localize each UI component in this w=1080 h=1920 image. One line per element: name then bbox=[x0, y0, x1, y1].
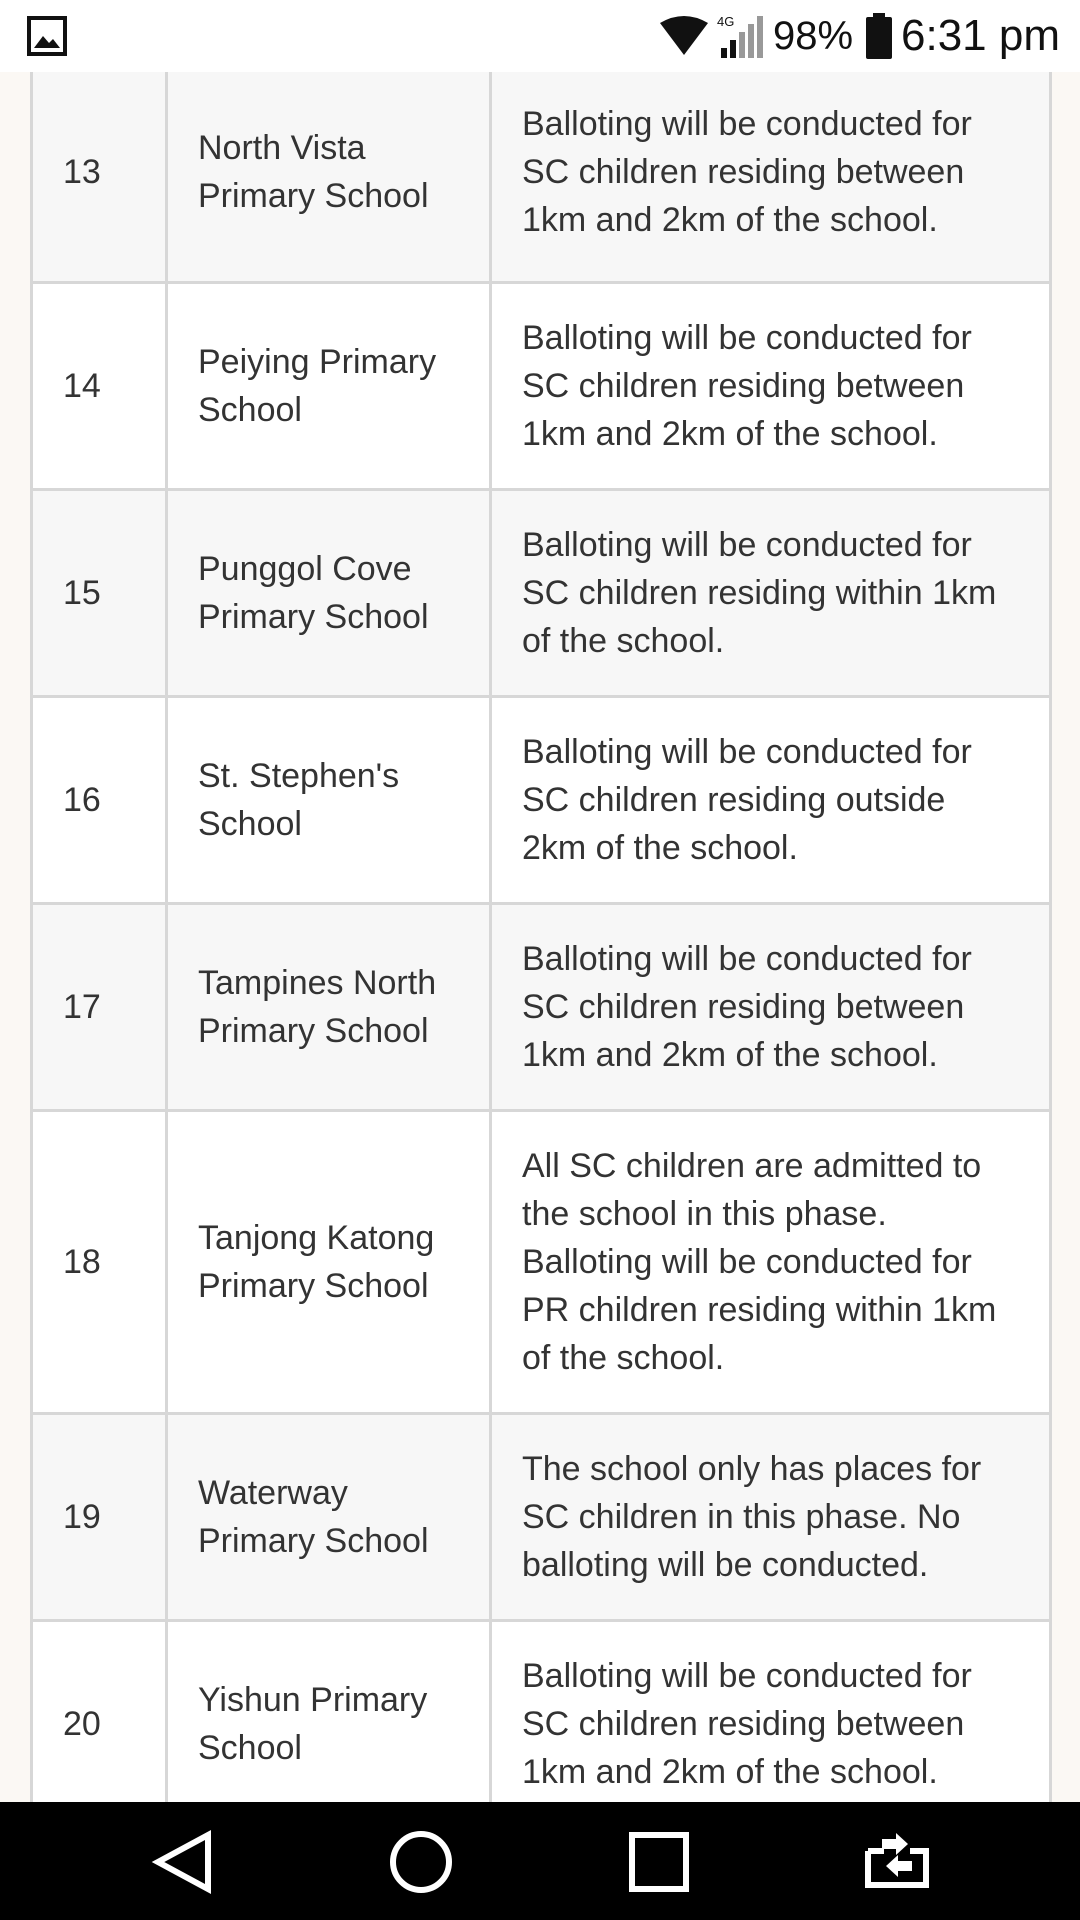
row-number: 19 bbox=[32, 1414, 167, 1621]
battery-percent: 98% bbox=[772, 13, 854, 58]
ballot-description: Balloting will be conducted for SC children residing between 1km and 2km of the school. bbox=[491, 283, 1051, 490]
school-name: Tanjong Katong Primary School bbox=[167, 1111, 491, 1414]
ballot-description: The school only has places for SC children in this phase. No balloting will be conducted. bbox=[491, 1414, 1051, 1621]
ballot-description: Balloting will be conducted for SC children residing between 1km and 2km of the school. bbox=[491, 904, 1051, 1111]
row-number: 17 bbox=[32, 904, 167, 1111]
home-circle-icon[interactable] bbox=[386, 1827, 456, 1897]
back-triangle-icon[interactable] bbox=[148, 1827, 218, 1897]
ballot-description: All SC children are admitted to the school in this phase. Balloting will be conducted for PR children residing within 1km of the school. bbox=[491, 1111, 1051, 1414]
row-number: 15 bbox=[32, 490, 167, 697]
ballot-description: Balloting will be conducted for SC children residing outside 2km of the school. bbox=[491, 697, 1051, 904]
image-icon bbox=[27, 16, 67, 56]
table-row bbox=[32, 283, 1051, 490]
cellular-signal-icon bbox=[717, 14, 763, 58]
school-name: Peiying Primary School bbox=[167, 283, 491, 490]
recents-square-icon[interactable] bbox=[624, 1827, 694, 1897]
school-name: Waterway Primary School bbox=[167, 1414, 491, 1621]
row-number: 14 bbox=[32, 283, 167, 490]
ballot-description: Balloting will be conducted for SC children residing within 1km of the school. bbox=[491, 490, 1051, 697]
table-row bbox=[32, 1111, 1051, 1414]
row-number: 13 bbox=[32, 72, 167, 283]
row-number: 16 bbox=[32, 697, 167, 904]
page-content[interactable] bbox=[0, 72, 1080, 1802]
wifi-icon bbox=[659, 15, 709, 57]
network-type-label: 4G bbox=[716, 14, 735, 29]
table-row bbox=[32, 72, 1051, 283]
battery-icon bbox=[865, 13, 893, 59]
table-row bbox=[32, 697, 1051, 904]
status-bar bbox=[0, 0, 1080, 72]
ballot-description: Balloting will be conducted for SC children residing between 1km and 2km of the school. bbox=[491, 1621, 1051, 1803]
table-row bbox=[32, 904, 1051, 1111]
table-row bbox=[32, 1621, 1051, 1803]
row-number: 18 bbox=[32, 1111, 167, 1414]
school-name: Punggol Cove Primary School bbox=[167, 490, 491, 697]
school-name: North Vista Primary School bbox=[167, 72, 491, 283]
ballot-description: Balloting will be conducted for SC children residing between 1km and 2km of the school. bbox=[491, 72, 1051, 283]
school-name: St. Stephen's School bbox=[167, 697, 491, 904]
dual-window-switch-icon[interactable] bbox=[862, 1827, 932, 1897]
table-row bbox=[32, 1414, 1051, 1621]
school-name: Yishun Primary School bbox=[167, 1621, 491, 1803]
school-name: Tampines North Primary School bbox=[167, 904, 491, 1111]
status-clock: 6:31 pm bbox=[901, 11, 1060, 60]
navigation-bar bbox=[0, 1802, 1080, 1920]
row-number: 20 bbox=[32, 1621, 167, 1803]
school-ballot-table bbox=[30, 72, 1052, 1802]
table-row bbox=[32, 490, 1051, 697]
